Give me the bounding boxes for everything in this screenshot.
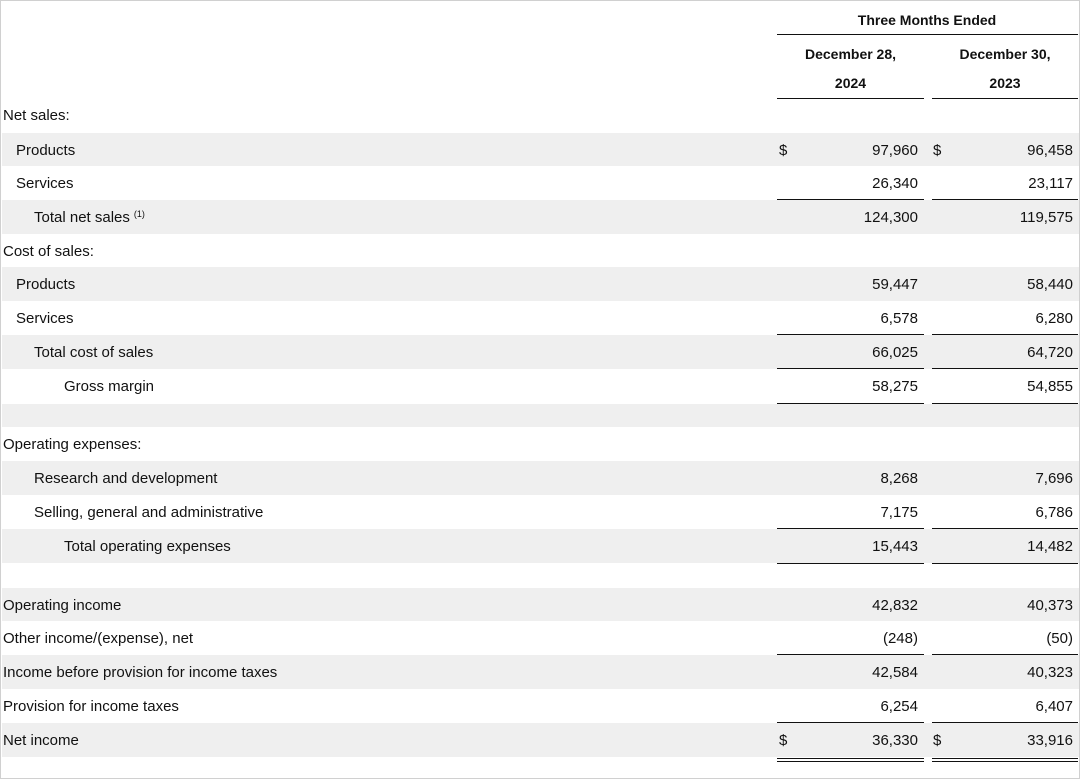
row-label: Net income xyxy=(3,732,79,749)
col1-year: 2024 xyxy=(834,75,867,91)
table-row-sga xyxy=(2,495,1079,528)
value-2024: 26,340 xyxy=(872,175,918,192)
row-label: Income before provision for income taxes xyxy=(3,664,278,681)
row-label: Total net sales xyxy=(34,209,130,226)
col2-header-rule xyxy=(932,98,1078,99)
value-2024: 42,832 xyxy=(872,597,918,614)
row-label: Services xyxy=(16,310,74,327)
value-2024: 58,275 xyxy=(872,378,918,395)
row-label: Cost of sales: xyxy=(3,243,94,260)
value-2024: 59,447 xyxy=(872,276,918,293)
value-2023: 7,696 xyxy=(1035,470,1073,487)
value-2024: 36,330 xyxy=(872,732,918,749)
value-2023: 6,280 xyxy=(1035,310,1073,327)
currency-symbol: $ xyxy=(779,732,788,749)
table-row-net-income xyxy=(2,723,1079,757)
table-row-cost-products xyxy=(2,267,1079,301)
spacer-row xyxy=(2,404,1079,427)
value-2023: 40,323 xyxy=(1027,664,1073,681)
value-2023: 6,407 xyxy=(1035,698,1073,715)
row-label: Research and development xyxy=(34,470,218,487)
col1-header-rule xyxy=(777,98,924,99)
value-2023: 96,458 xyxy=(1027,142,1073,159)
section-cost-of-sales xyxy=(2,234,1079,267)
value-2023: 33,916 xyxy=(1027,732,1073,749)
value-2024: 15,443 xyxy=(872,538,918,555)
value-2024: (248) xyxy=(882,630,918,647)
double-total-rule xyxy=(777,758,924,762)
row-label: Gross margin xyxy=(64,378,155,395)
col2-year: 2023 xyxy=(989,75,1021,91)
value-2024: 66,025 xyxy=(872,344,918,361)
row-label: Selling, general and administrative xyxy=(34,504,264,521)
value-2024: 7,175 xyxy=(880,504,918,521)
row-label: Operating expenses: xyxy=(3,436,142,453)
table-row-cost-services xyxy=(2,301,1079,334)
table-row-net-sales-services xyxy=(2,166,1079,199)
value-2023: 40,373 xyxy=(1027,597,1073,614)
row-label: Services xyxy=(16,175,74,192)
table-row-income-before-taxes xyxy=(2,655,1079,689)
row-label: Provision for income taxes xyxy=(3,698,179,715)
value-2023: (50) xyxy=(1046,630,1073,647)
value-2024: 42,584 xyxy=(872,664,918,681)
value-2024: 6,254 xyxy=(880,698,918,715)
value-2024: 97,960 xyxy=(872,142,918,159)
section-operating-expenses xyxy=(2,427,1079,461)
value-2023: 119,575 xyxy=(1019,209,1073,226)
table-row-operating-income xyxy=(2,588,1079,621)
table-row-research-development xyxy=(2,461,1079,495)
value-2023: 64,720 xyxy=(1027,344,1073,361)
row-label: Operating income xyxy=(3,597,122,614)
currency-symbol: $ xyxy=(933,142,942,159)
double-total-rule xyxy=(932,758,1078,762)
table-row-total-net-sales xyxy=(2,200,1079,234)
total-rule xyxy=(932,563,1078,564)
row-label: Total cost of sales xyxy=(34,344,154,361)
table-row-total-cost-of-sales xyxy=(2,335,1079,369)
row-label: Other income/(expense), net xyxy=(3,630,194,647)
value-2023: 58,440 xyxy=(1027,276,1073,293)
table-row-provision-taxes xyxy=(2,689,1079,722)
value-2023: 54,855 xyxy=(1027,378,1073,395)
row-label: Products xyxy=(16,276,76,293)
currency-symbol: $ xyxy=(779,142,788,159)
col2-date: December 30, xyxy=(959,46,1051,62)
value-2023: 6,786 xyxy=(1035,504,1073,521)
value-2024: 8,268 xyxy=(880,470,918,487)
table-row-other-income xyxy=(2,621,1079,654)
value-2024: 6,578 xyxy=(880,310,918,327)
row-label: Total operating expenses xyxy=(64,538,231,555)
table-row-total-operating-expenses xyxy=(2,529,1079,563)
total-rule xyxy=(777,563,924,564)
value-2023: 14,482 xyxy=(1027,538,1073,555)
currency-symbol: $ xyxy=(933,732,942,749)
period-rule xyxy=(777,34,1078,35)
row-label: Net sales: xyxy=(3,107,70,124)
footnote-ref: (1) xyxy=(133,209,145,219)
value-2024: 124,300 xyxy=(863,209,918,226)
table-row-gross-margin xyxy=(2,369,1079,403)
row-label: Products xyxy=(16,142,76,159)
col1-date: December 28, xyxy=(804,46,897,62)
value-2023: 23,117 xyxy=(1028,175,1073,192)
table-row-net-sales-products xyxy=(2,133,1079,166)
period-title: Three Months Ended xyxy=(857,12,997,28)
